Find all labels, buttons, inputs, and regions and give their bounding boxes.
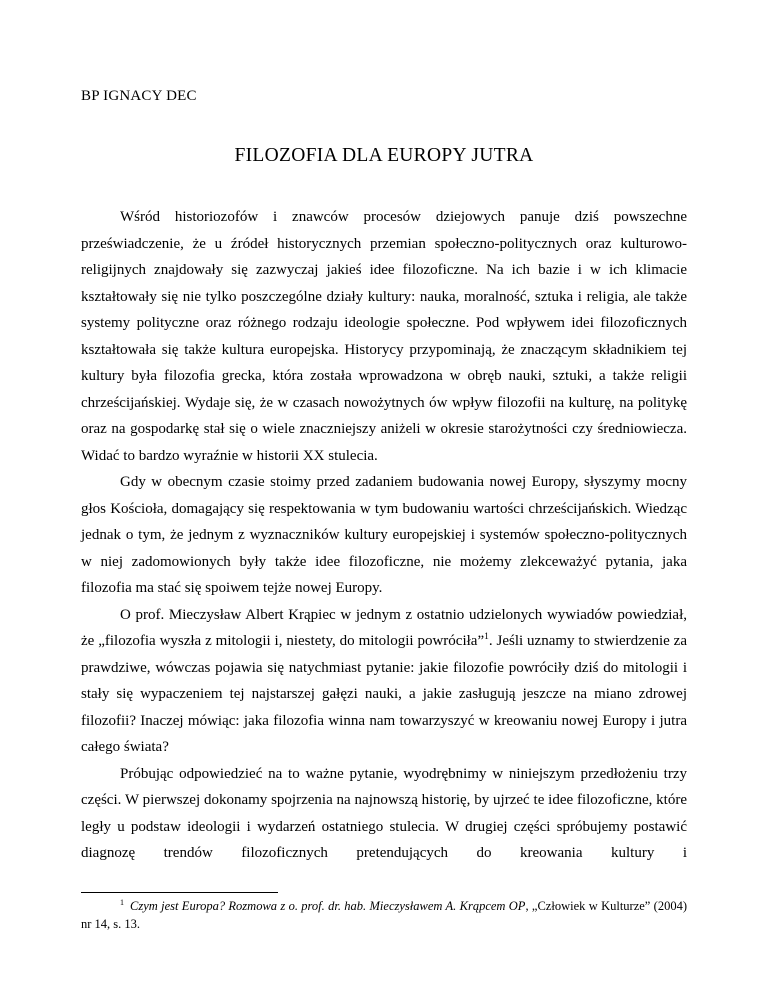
author-name: BP IGNACY DEC (81, 88, 197, 104)
footnote-reference[interactable]: 1 (484, 632, 489, 642)
paragraph-3 (81, 602, 687, 761)
paragraph-3-text-before: O prof. Mieczysław Albert Krąpiec w jednym z ostatnio udzielonych wywiadów powiedział, że „filozofia wyszła z mitologii i, niestety, do mitologii powróciła” (81, 606, 687, 649)
document-body (81, 168, 687, 867)
document-title: FILOZOFIA DLA EUROPY JUTRA (234, 145, 534, 166)
paragraph-3-text-after: . Jeśli uznamy to stwierdzenie za prawdziwe, wówczas pojawia się natychmiast pytanie: jakie filozofie powróciły dziś do mitologii i stały się wypaczeniem tej najstarszej gałęzi nauki, a jakie zasługują jeszcze na miano zdrowej filozofii? Inaczej mówiąc: jaka filozofia winna nam towarzyszyć w kreowaniu nowej Europy i jutra całego świata? (81, 633, 687, 755)
paragraph-1: Wśród historiozofów i znawców procesów dziejowych panuje dziś powszechne przeświadczenie, że u źródeł historycznych przemian społeczno-politycznych oraz kulturowo-religijnych znajdowały się zazwyczaj jakieś idee filozoficzne. Na ich bazie i w ich klimacie kształtowały się nie tylko poszczególne działy kultury: nauka, moralność, sztuka i religia, ale także systemy polityczne oraz różnego rodzaju ideologie społeczne. Pod wpływem idei filozoficznych kształtowała się także kultura europejska. Historycy przypominają, że znaczącym składnikiem tej kultury była filozofia grecka, która została wprowadzona w obręb nauki, sztuki, a także religii chrześcijańskiej. Wydaje się, że w czasach nowożytnych ów wpływ filozofii na kulturę, na politykę oraz na gospodarkę stał się o wiele znaczniejszy aniżeli w okresie starożytności czy średniowiecza. Widać to bardzo wyraźnie w historii XX stulecia. (81, 209, 687, 464)
paragraph-2: Gdy w obecnym czasie stoimy przed zadaniem budowania nowej Europy, słyszymy mocny głos Kościoła, domagający się respektowania w tym budowaniu wartości chrześcijańskich. Wiedząc jednak o tym, że jednym z wyznaczników kultury europejskiej i systemów społeczno-politycznych w niej zadomowionych były także idee filozoficzne, nie możemy zlekceważyć pytania, jaka filozofia ma stać się spoiwem tejże nowej Europy. (81, 474, 687, 596)
footnote-separator (81, 892, 278, 893)
footnote-italic-citation: Czym jest Europa? Rozmowa z o. prof. dr. hab. Mieczysławem A. Krąpcem OP (130, 899, 526, 913)
footnote: 1 Czym jest Europa? Rozmowa z o. prof. dr. hab. Mieczysławem A. Krąpcem OP, „Człowiek w Kulturze” (2004) nr 14, s. 13. (81, 898, 688, 931)
paragraph-4: Próbując odpowiedzieć na to ważne pytanie, wyodrębnimy w niniejszym przedłożeniu trzy części. W pierwszej dokonamy spojrzenia na najnowszą historię, by ujrzeć te idee filozoficzne, które legły u podstaw ideologii i wydarzeń ostatniego stulecia. W drugiej części spróbujemy postawić diagnozę trendów filozoficznych pretendujących do kreowania kultury i (81, 765, 687, 861)
footnote-citation-rest: , „Człowiek w Kulturze” (2004) nr 14, s. 13. (81, 899, 688, 931)
